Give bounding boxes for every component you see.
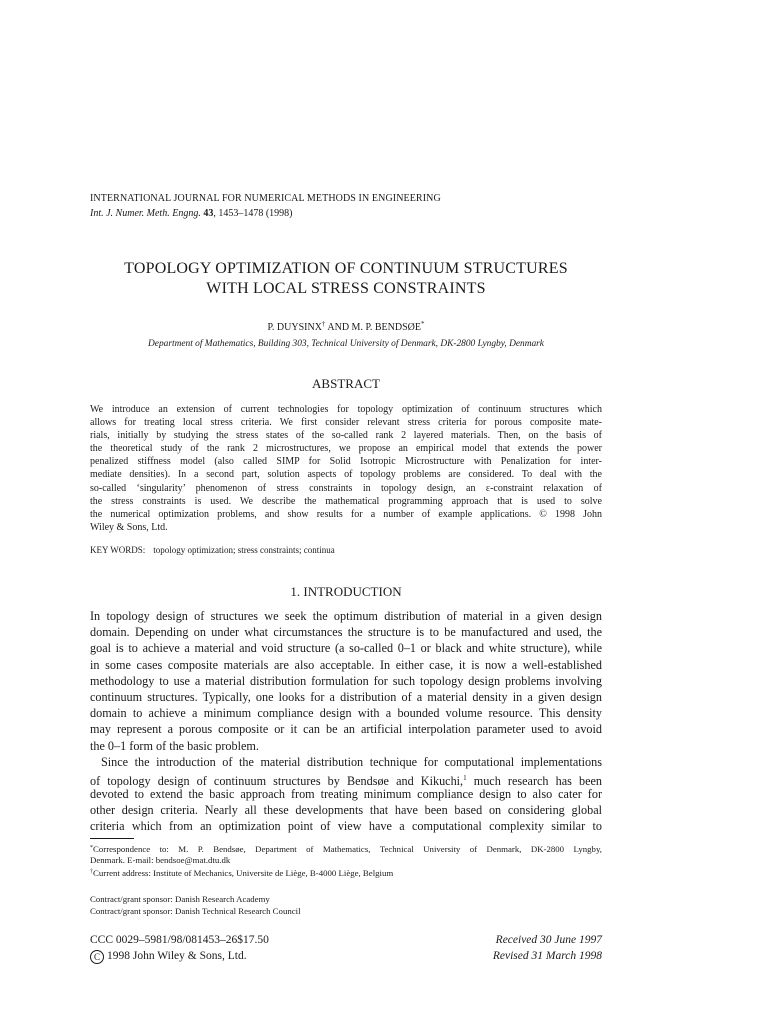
footnote-correspondence-cont: Denmark. E-mail: bendsoe@mat.dtu.dk [90, 855, 231, 865]
affiliation: Department of Mathematics, Building 303, Technical University of Denmark, DK-2800 Lyngby, Denmark [148, 339, 544, 349]
abstract-line: penalized stiffness model (also called SIMP for Solid Isotropic Microstructure with Penalization for inter- [90, 456, 602, 468]
journal-name: INTERNATIONAL JOURNAL FOR NUMERICAL METHODS IN ENGINEERING [90, 193, 441, 204]
introduction-body [90, 608, 602, 835]
intro-line: domain to achieve a minimum compliance design with a bounded volume resource. This density [90, 706, 602, 721]
citation-abbrev: Int. J. Numer. Meth. Engng. [90, 208, 201, 219]
footnote-mark: † [90, 869, 93, 875]
author-duysinx: P. DUYSINX [267, 322, 322, 333]
abstract-line: so-called ‘singularity’ phenomenon of stress constraints in topology design, an ε-constraint relaxation of [90, 482, 602, 494]
footnote-divider [90, 838, 134, 839]
citation-pages-year: , 1453–1478 (1998) [213, 208, 293, 219]
authors-line [90, 320, 602, 333]
reference-1-link[interactable]: 1 [463, 773, 467, 782]
copyright-text: 1998 John Wiley & Sons, Ltd. [107, 950, 247, 962]
footnote-mark: * [90, 845, 93, 851]
abstract-line: mediate densities). In a second part, solution aspects of topology problems are considered. To deal with the [90, 469, 602, 481]
intro-line: methodology to use a material distribution formulation for such topology design problems involving [90, 673, 602, 688]
footnotes [90, 842, 602, 878]
abstract-line: rials, initially by studying the stress states of the so-called rank 2 layered materials. Then, on the basis of [90, 430, 602, 442]
footnote-correspondence [90, 842, 602, 854]
author-bendsoe: M. P. BENDSØE [351, 322, 422, 333]
intro-text: of topology design of continuum structures by Bendsøe and Kikuchi, [90, 773, 464, 788]
section-heading-introduction: 1. INTRODUCTION [290, 584, 402, 599]
abstract-line: Wiley & Sons, Ltd. [90, 521, 168, 533]
intro-line: continuum structures. Typically, one looks for a distribution of a material density in a given design [90, 689, 602, 704]
abstract-line: the theoretical study of the rank 2 microstructures, we propose an empirical model that extends the power [90, 443, 602, 455]
received-date: Received 30 June 1997 [495, 934, 602, 946]
citation-volume: 43 [203, 208, 214, 219]
intro-line: other design criteria. Nearly all these developments that have been based on considering global [90, 803, 602, 818]
citation [90, 208, 293, 219]
author-duysinx-mark: † [321, 320, 326, 328]
paper-page [90, 0, 602, 1024]
intro-line: domain. Depending on under what circumstances the structure is to be manufactured and used, the [90, 625, 602, 640]
abstract-line: We introduce an extension of current technologies for topology optimization of continuum structures which [90, 404, 602, 415]
intro-line: may represent a porous composite or it can be an artificial interpolation parameter used to avoid [90, 722, 602, 737]
intro-line: criteria which from an optimization point of view have a computational complexity similar to [90, 819, 602, 834]
footnote-text: Correspondence to: M. P. Bendsøe, Department of Mathematics, Technical University of Denmark, DK-2800 Lyngby, [93, 844, 602, 854]
revised-date: Revised 31 March 1998 [492, 950, 602, 962]
intro-line: Since the introduction of the material distribution technique for computational implementations [101, 754, 602, 769]
footnote-current-address [90, 866, 602, 878]
paper-title-line-1: TOPOLOGY OPTIMIZATION OF CONTINUUM STRUCTURES [124, 260, 568, 277]
authors-connector: AND [325, 322, 352, 333]
abstract-line: the stress constraints is used. We describe the mathematical programming approach that is used to solve [90, 495, 602, 507]
keywords-label: KEY WORDS: [90, 545, 146, 555]
publication-info [90, 932, 269, 964]
intro-line: In topology design of structures we seek the optimum distribution of material in a given design [90, 609, 602, 623]
abstract-line: the numerical optimization problems, and show results for a number of example applications. © 1998 John [90, 508, 602, 520]
intro-line: the 0–1 form of the basic problem. [90, 738, 259, 753]
ccc-code: CCC 0029–5981/98/081453–26$17.50 [90, 934, 269, 946]
submission-dates [493, 932, 602, 964]
intro-line: in some cases composite materials are also acceptable. In either case, it is now a well-established [90, 657, 602, 672]
paper-title-line-2: WITH LOCAL STRESS CONSTRAINTS [206, 280, 486, 297]
keywords [90, 545, 335, 555]
abstract-line: allows for treating local stress criteria. We first consider relevant stress criteria for porous composite mate- [90, 417, 602, 429]
copyright-line [90, 948, 269, 964]
intro-line: goal is to achieve a material and void structure (a so-called 0–1 or black and white structure), while [90, 641, 602, 656]
abstract-heading: ABSTRACT [312, 376, 380, 391]
keywords-text: topology optimization; stress constraints; continua [153, 545, 335, 555]
intro-line: devoted to extend the basic approach from treating minimum compliance design to also cater for [90, 787, 602, 802]
intro-line-with-reference [90, 770, 602, 786]
sponsor-line: Contract/grant sponsor: Danish Technical Research Council [90, 906, 301, 916]
sponsor-line: Contract/grant sponsor: Danish Research Academy [90, 894, 270, 904]
footnote-text: Current address: Institute of Mechanics, Universite de Liège, B-4000 Liège, Belgium [93, 868, 394, 878]
abstract-body [90, 403, 602, 534]
copyright-icon: C [90, 950, 104, 964]
grant-sponsors [90, 893, 602, 917]
intro-text: much research has been [466, 773, 603, 788]
author-bendsoe-mark: * [421, 320, 425, 328]
